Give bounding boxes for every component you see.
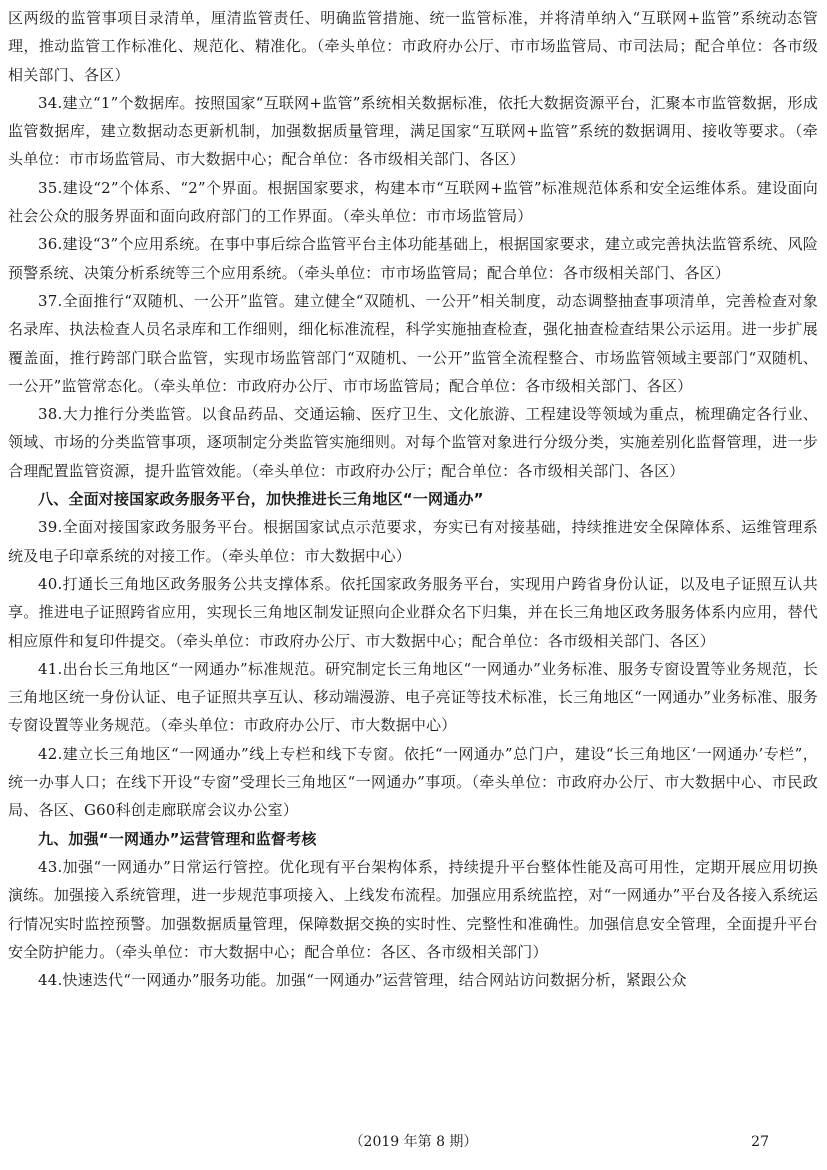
document-page xyxy=(8,4,818,994)
paragraph-43: 43.加强“一网通办”日常运行管控。优化现有平台架构体系，持续提升平台整体性能及高可用性，定期开展应用切换演练。加强接入系统管理，进一步规范事项接入、上线发布流程。加强应用系统监控，对“一网通办”平台及各接入系统运行情况实时监控预警。加强数据质量管理，保障数据交换的实时性、完整性和准确性。加强信息安全管理，全面提升平台安全防护能力。（牵头单位：市大数据中心；配合单位：各区、各市级相关部门） xyxy=(8,857,818,961)
paragraph-38: 38.大力推行分类监管。以食品药品、交通运输、医疗卫生、文化旅游、工程建设等领域为重点，梳理确定各行业、领域、市场的分类监管事项，逐项制定分类监管实施细则。对每个监管对象进行分级分类，实施差别化监督管理，进一步合理配置监管资源，提升监管效能。（牵头单位：市政府办公厅；配合单位：各市级相关部门、各区） xyxy=(8,405,818,480)
paragraph-44: 44.快速迭代“一网通办”服务功能。加强“一网通办”运营管理，结合网站访问数据分析，紧跟公众 xyxy=(38,971,687,990)
paragraph-39: 39.全面对接国家政务服务平台。根据国家试点示范要求，夯实已有对接基础，持续推进安全保障体系、运维管理系统及电子印章系统的对接工作。（牵头单位：市大数据中心） xyxy=(8,518,818,565)
paragraph-41: 41.出台长三角地区“一网通办”标准规范。研究制定长三角地区“一网通办”业务标准、服务专窗设置等业务规范，长三角地区统一身份认证、电子证照共享互认、移动端漫游、电子亮证等技术标准，长三角地区“一网通办”业务标准、服务专窗设置等业务规范。（牵头单位：市政府办公厅、市大数据中心） xyxy=(8,659,818,735)
paragraph-35: 35.建设“2”个体系、“2”个界面。根据国家要求，构建本市“互联网+监管”标准规范体系和安全运维体系。建设面向社会公众的服务界面和面向政府部门的工作界面。（牵头单位：市市场监管局） xyxy=(8,178,818,226)
section-heading-9: 九、加强“一网通办”运营管理和监督考核 xyxy=(38,829,317,848)
paragraph-34: 34.建立“1”个数据库。按照国家“互联网+监管”系统相关数据标准，依托大数据资源平台，汇聚本市监管数据，形成监管数据库，建立数据动态更新机制，加强数据质量管理，满足国家“互联网+监管”系统的数据调用、接收等要求。（牵头单位：市市场监管局、市大数据中心；配合单位：各市级相关部门、各区） xyxy=(8,93,818,169)
paragraph-42: 42.建立长三角地区“一网通办”线上专栏和线下专窗。依托“一网通办”总门户，建设“长三角地区‘一网通办’专栏”，统一办事人口；在线下开设“专窗”受理长三角地区“一网通办”事项。（牵头单位：市政府办公厅、市大数据中心、市民政局、各区、G60科创走廊联席会议办公室） xyxy=(8,744,818,820)
paragraph-40: 40.打通长三角地区政务服务公共支撑体系。依托国家政务服务平台，实现用户跨省身份认证，以及电子证照互认共享。推进电子证照跨省应用，实现长三角地区制发证照向企业群众名下归集，并在长三角地区政务服务体系内应用，替代相应原件和复印件提交。（牵头单位：市政府办公厅、市大数据中心；配合单位：各市级相关部门、各区） xyxy=(8,574,818,650)
paragraph-37: 37.全面推行“双随机、一公开”监管。建立健全“双随机、一公开”相关制度，动态调整抽查事项清单，完善检查对象名录库、执法检查人员名录库和工作细则，细化标准流程，科学实施抽查检查，强化抽查检查结果公示运用。进一步扩展覆盖面，推行跨部门联合监管，实现市场监管部门“双随机、一公开”监管全流程整合、市场监管领域主要部门“双随机、一公开”监管常态化。（牵头单位：市政府办公厅、市市场监管局；配合单位：各市级相关部门、各区） xyxy=(8,291,818,395)
page-number: 27 xyxy=(751,1134,769,1150)
page-footer xyxy=(0,1132,827,1152)
section-heading-8: 八、全面对接国家政务服务平台，加快推进长三角地区“一网通办” xyxy=(38,490,484,509)
paragraph-36: 36.建设“3”个应用系统。在事中事后综合监管平台主体功能基础上，根据国家要求，建立或完善执法监管系统、风险预警系统、决策分析系统等三个应用系统。（牵头单位：市市场监管局；配合单位：各市级相关部门、各区） xyxy=(8,235,818,282)
issue-label: （2019 年第 8 期） xyxy=(349,1134,478,1150)
paragraph-33-continued: 区两级的监管事项目录清单，厘清监管责任、明确监管措施、统一监管标准，并将清单纳入“互联网+监管”系统动态管理，推动监管工作标准化、规范化、精准化。（牵头单位：市政府办公厅、市市场监管局、市司法局；配合单位：各市级相关部门、各区） xyxy=(8,9,818,84)
